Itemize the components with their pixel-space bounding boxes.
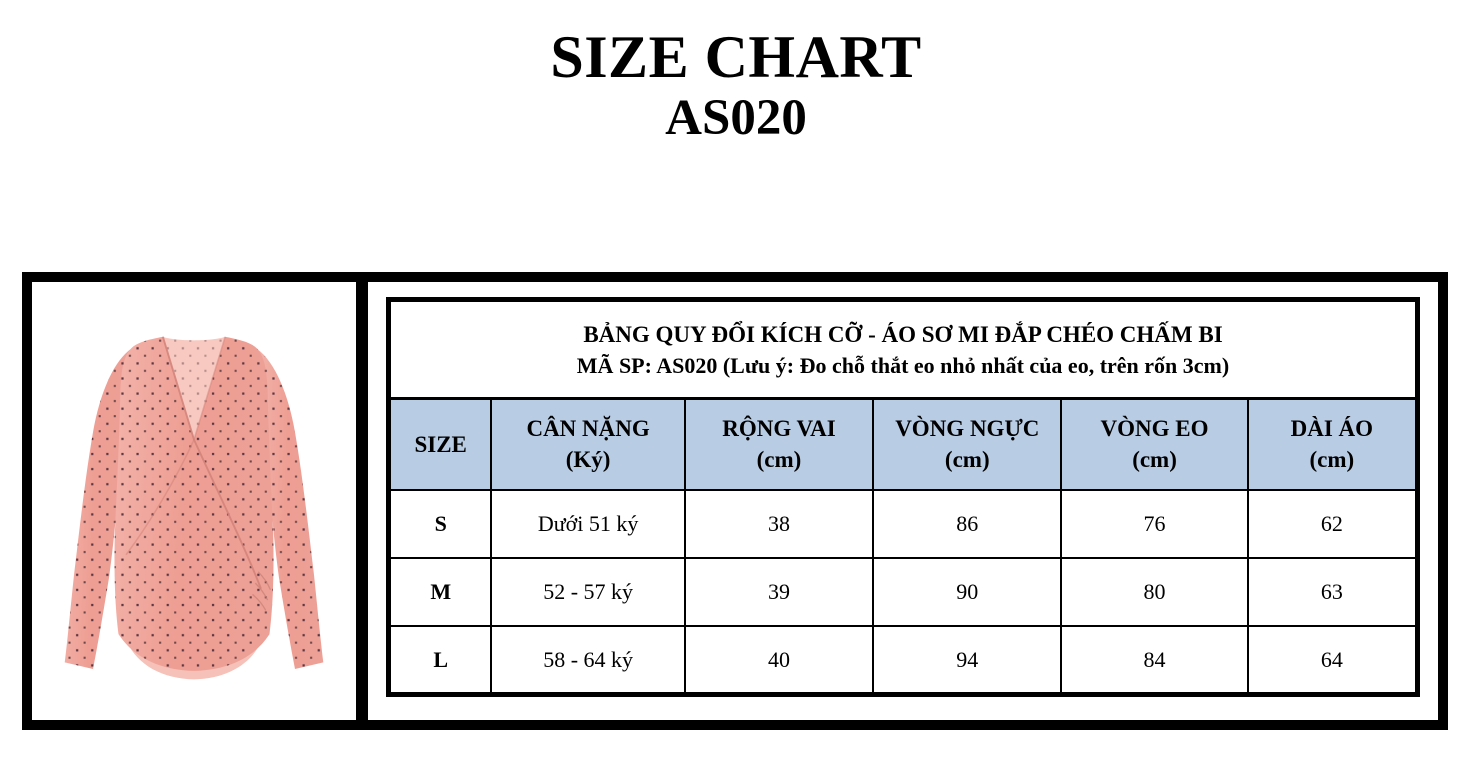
column-header-waist: VÒNG EO xyxy=(1100,416,1209,442)
cell-weight: 58 - 64 ký xyxy=(491,626,684,694)
product-photo-panel xyxy=(32,282,368,720)
table-header-row xyxy=(389,398,1418,490)
column-header-bust: VÒNG NGỰC xyxy=(895,416,1040,442)
table-caption-cell xyxy=(389,300,1418,399)
cell-length: 62 xyxy=(1248,490,1418,558)
cell-weight: Dưới 51 ký xyxy=(491,490,684,558)
page-title xyxy=(0,24,1472,146)
cell-waist: 84 xyxy=(1061,626,1247,694)
cell-size: S xyxy=(389,490,492,558)
table-row-size-m xyxy=(389,558,1418,626)
column-header-cell xyxy=(685,398,873,490)
column-header-cell xyxy=(1248,398,1418,490)
title-size-chart: SIZE CHART xyxy=(550,24,922,90)
product-photo-blouse xyxy=(43,291,345,711)
cell-bust: 86 xyxy=(873,490,1061,558)
size-table xyxy=(386,297,1420,697)
cell-waist: 80 xyxy=(1061,558,1247,626)
cell-shoulder: 39 xyxy=(685,558,873,626)
cell-size: L xyxy=(389,626,492,694)
column-header-weight: CÂN NẶNG xyxy=(526,416,650,442)
cell-bust: 90 xyxy=(873,558,1061,626)
column-header-unit: (cm) xyxy=(1132,447,1177,473)
column-header-length: DÀI ÁO xyxy=(1290,416,1374,442)
column-header-cell xyxy=(1061,398,1247,490)
cell-length: 63 xyxy=(1248,558,1418,626)
cell-shoulder: 40 xyxy=(685,626,873,694)
table-caption-line2: MÃ SP: AS020 (Lưu ý: Đo chỗ thắt eo nhỏ nhất của eo, trên rốn 3cm) xyxy=(576,353,1230,379)
column-header-cell xyxy=(491,398,684,490)
column-header-cell xyxy=(873,398,1061,490)
column-header-shoulder: RỘNG VAI xyxy=(722,416,836,442)
cell-size: M xyxy=(389,558,492,626)
cell-shoulder: 38 xyxy=(685,490,873,558)
column-header-unit: (cm) xyxy=(944,447,990,473)
column-header-size: SIZE xyxy=(414,431,467,457)
title-product-code: AS020 xyxy=(665,90,807,147)
cell-weight: 52 - 57 ký xyxy=(491,558,684,626)
cell-bust: 94 xyxy=(873,626,1061,694)
cell-waist: 76 xyxy=(1061,490,1247,558)
table-caption-row xyxy=(389,300,1418,399)
column-header-cell xyxy=(389,398,492,490)
column-header-unit: (Ký) xyxy=(565,447,611,473)
table-caption-line1: BẢNG QUY ĐỔI KÍCH CỠ - ÁO SƠ MI ĐẮP CHÉO CHẤM BI xyxy=(583,321,1223,347)
column-header-unit: (cm) xyxy=(756,447,802,473)
table-row-size-s xyxy=(389,490,1418,558)
cell-length: 64 xyxy=(1248,626,1418,694)
column-header-unit: (cm) xyxy=(1309,447,1355,473)
content-frame xyxy=(22,272,1448,730)
table-row-size-l xyxy=(389,626,1418,694)
size-table-panel xyxy=(368,282,1438,720)
